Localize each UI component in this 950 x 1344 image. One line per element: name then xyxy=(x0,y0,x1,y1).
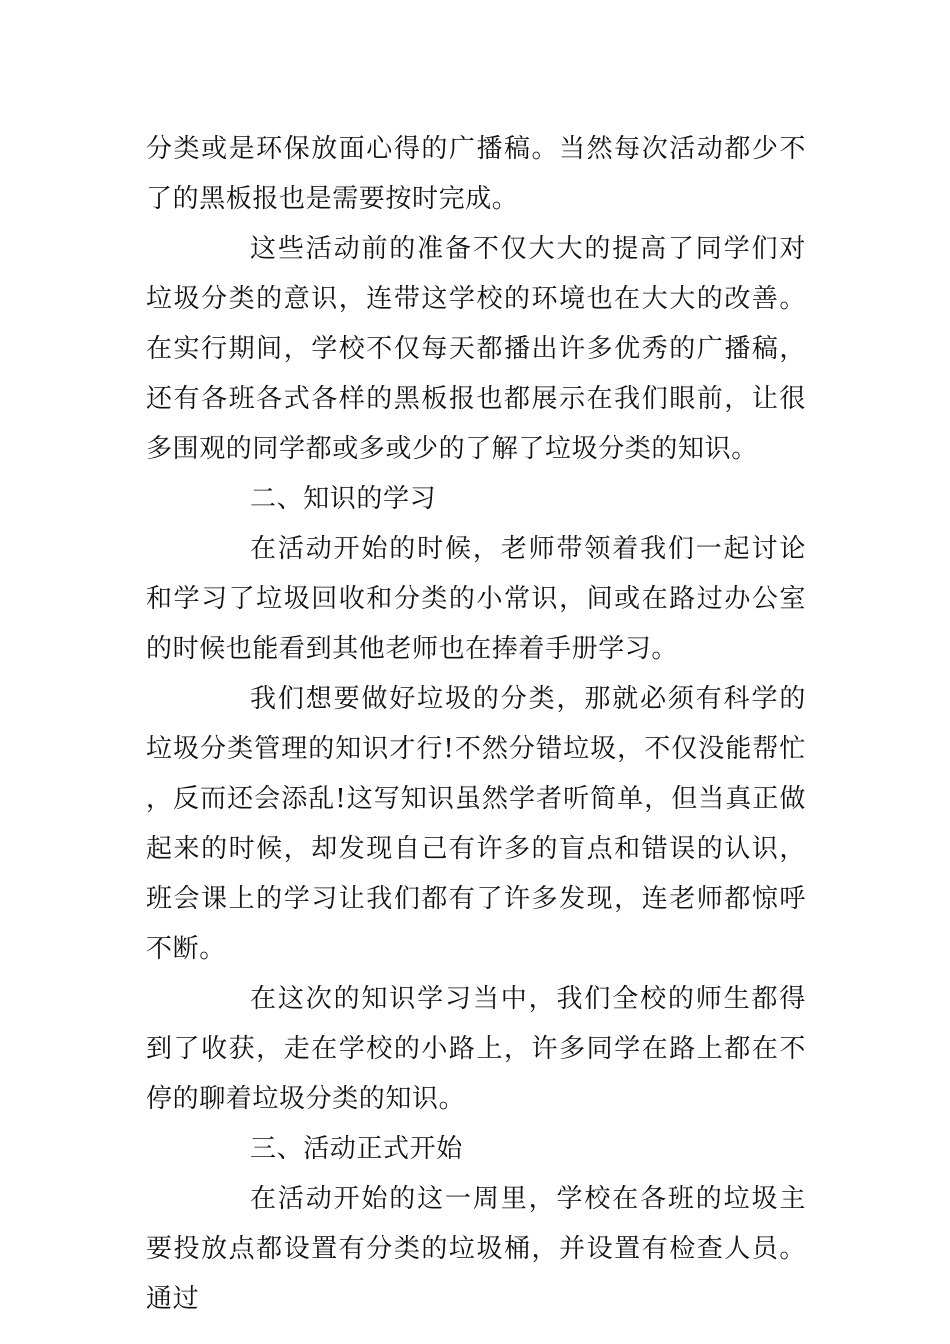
paragraph-5: 在这次的知识学习当中，我们全校的师生都得到了收获，走在学校的小路上，许多同学在路上都在不停的聊着垃圾分类的知识。 xyxy=(146,984,806,1114)
paragraph-2: 这些活动前的准备不仅大大的提高了同学们对垃圾分类的意识，连带这学校的环境也在大大的改善。在实行期间，学校不仅每天都播出许多优秀的广播稿，还有各班各式各样的黑板报也都展示在我们眼前，让很多围观的同学都或多或少的了解了垃圾分类的知识。 xyxy=(146,234,806,464)
paragraph-3: 在活动开始的时候，老师带领着我们一起讨论和学习了垃圾回收和分类的小常识，间或在路过办公室的时候也能看到其他老师也在捧着手册学习。 xyxy=(146,534,806,664)
document-body xyxy=(146,124,806,1324)
paragraph-6: 在活动开始的这一周里，学校在各班的垃圾主要投放点都设置有分类的垃圾桶，并设置有检查人员。通过 xyxy=(146,1184,806,1314)
section-heading-2: 二、知识的学习 xyxy=(250,484,437,514)
paragraph-4: 我们想要做好垃圾的分类，那就必须有科学的垃圾分类管理的知识才行!不然分错垃圾，不仅没能帮忙，反而还会添乱!这写知识虽然学者听简单，但当真正做起来的时候，却发现自己有许多的盲点和错误的认识，班会课上的学习让我们都有了许多发现，连老师都惊呼不断。 xyxy=(146,684,806,964)
paragraph-1: 分类或是环保放面心得的广播稿。当然每次活动都少不了的黑板报也是需要按时完成。 xyxy=(146,134,806,214)
section-heading-3: 三、活动正式开始 xyxy=(250,1134,463,1164)
